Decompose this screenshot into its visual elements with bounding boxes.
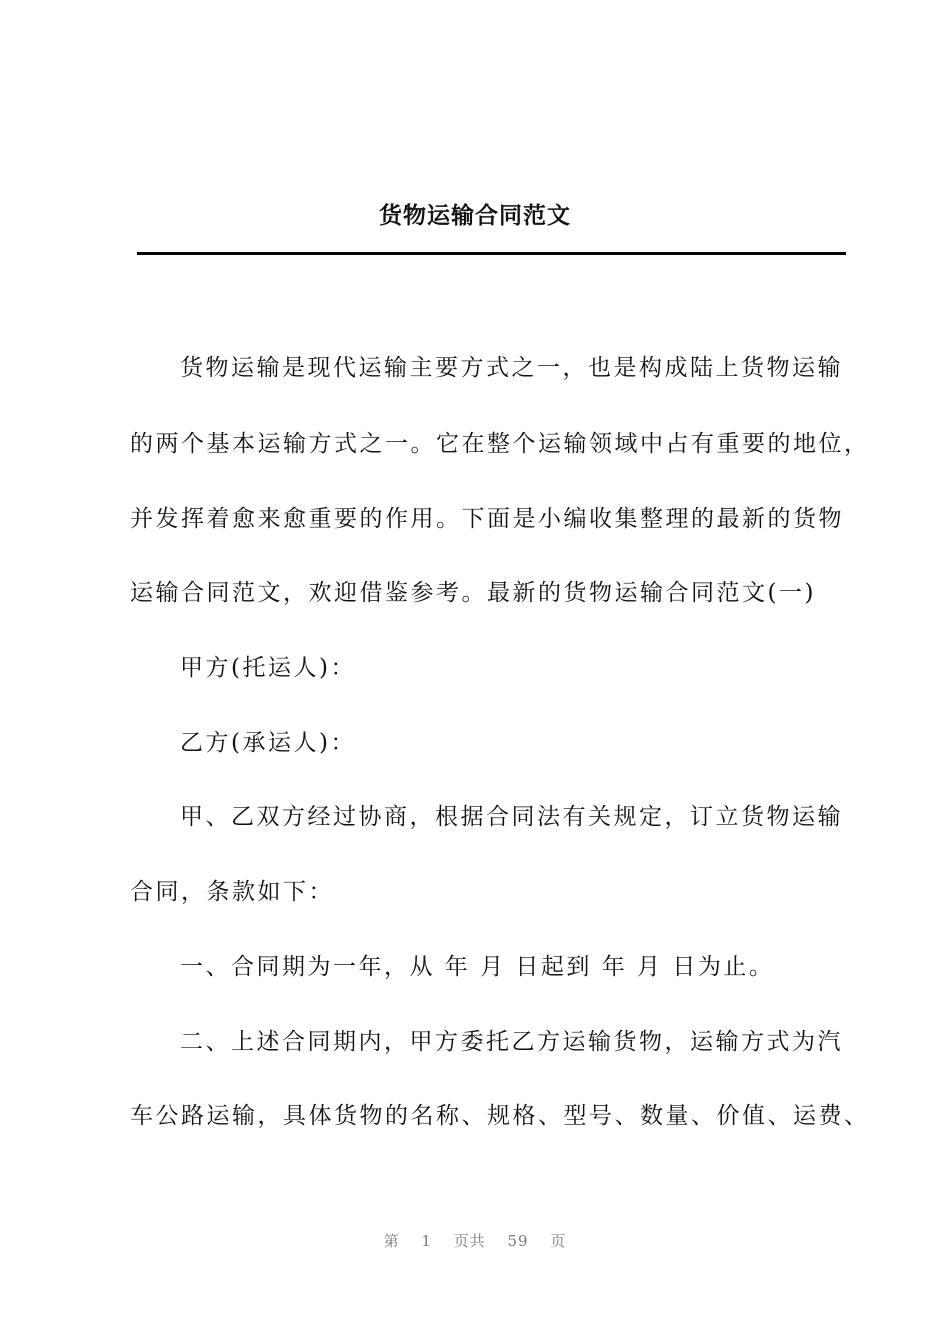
party-a-line: 甲方(托运人)： — [180, 655, 356, 681]
footer-page-number: 1 — [421, 1232, 432, 1250]
title-underline — [137, 252, 846, 255]
page-footer — [0, 1230, 950, 1251]
clause-1-line: 一、合同期为一年，从 年 月 日起到 年 月 日为止。 — [180, 954, 775, 980]
footer-mid: 页共 — [453, 1232, 486, 1250]
clause-2-line: 二、上述合同期内，甲方委托乙方运输货物，运输方式为汽 — [180, 1029, 843, 1055]
footer-total-pages: 59 — [507, 1232, 529, 1250]
body-line: 合同，条款如下： — [130, 879, 334, 905]
body-line: 甲、乙双方经过协商，根据合同法有关规定，订立货物运输 — [180, 804, 843, 830]
footer-suffix: 页 — [550, 1232, 567, 1250]
party-b-line: 乙方(承运人)： — [180, 730, 356, 756]
body-line: 运输合同范文，欢迎借鉴参考。最新的货物运输合同范文(一) — [130, 580, 816, 606]
body-line: 货物运输是现代运输主要方式之一，也是构成陆上货物运输 — [180, 355, 843, 381]
footer-prefix: 第 — [383, 1232, 400, 1250]
body-line: 车公路运输，具体货物的名称、规格、型号、数量、价值、运费、 — [130, 1103, 870, 1129]
body-line: 的两个基本运输方式之一。它在整个运输领域中占有重要的地位， — [130, 431, 870, 457]
document-title: 货物运输合同范文 — [379, 202, 571, 229]
body-line: 并发挥着愈来愈重要的作用。下面是小编收集整理的最新的货物 — [130, 506, 844, 532]
